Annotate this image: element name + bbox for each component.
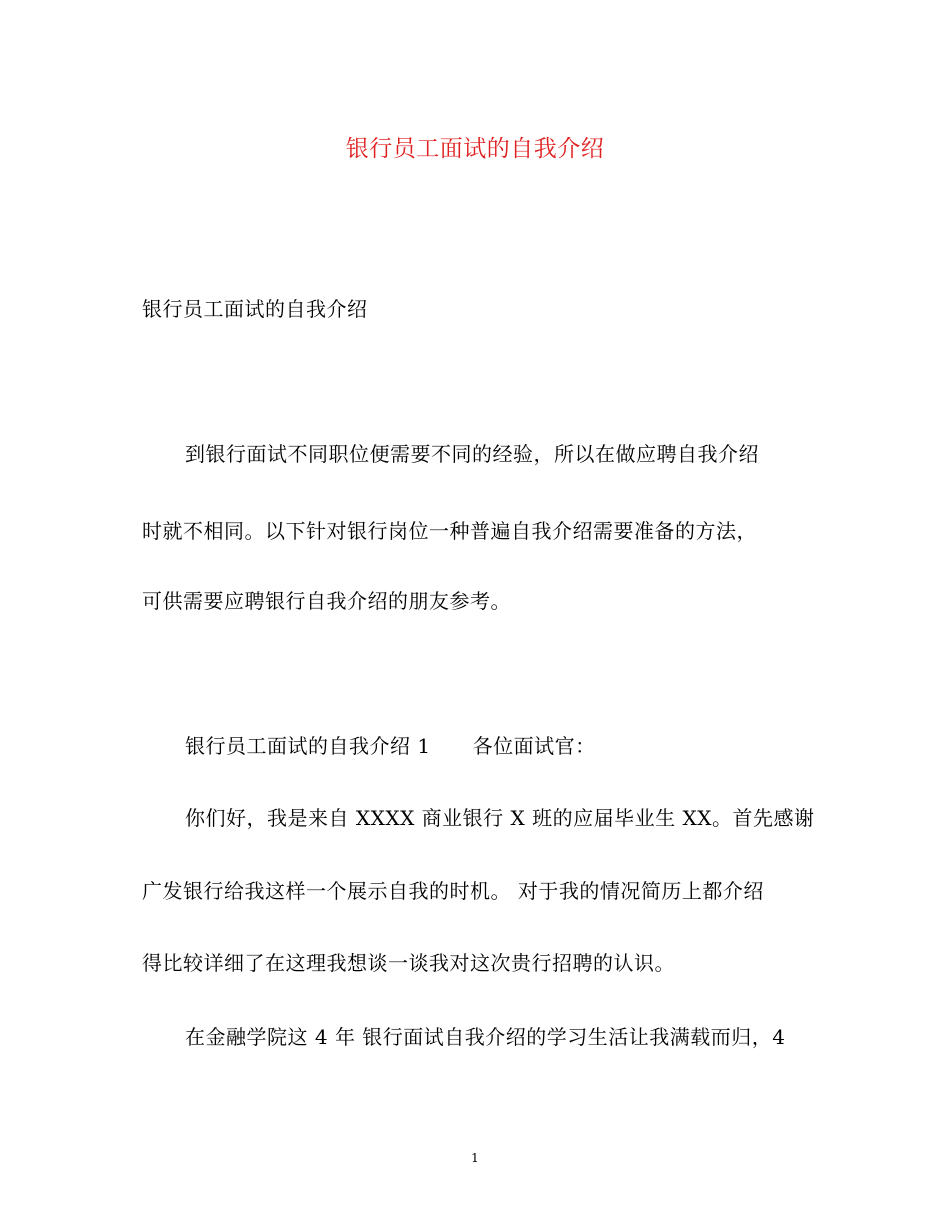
section-heading: 银行员工面试的自我介绍 1 [185, 734, 431, 758]
section-heading-line [185, 730, 596, 759]
body-line-4: 在金融学院这 4 年 银行面试自我介绍的学习生活让我满载而归，4 [185, 1025, 786, 1049]
page-title: 银行员工面试的自我介绍 [345, 136, 605, 162]
intro-line-2: 时就不相同。以下针对银行岗位一种普遍自我介绍需要准备的方法， [142, 519, 757, 543]
body-line-1: 你们好，我是来自 XXXX 商业银行 X 班的应届毕业生 XX。首先感谢 [185, 806, 815, 830]
document-subtitle: 银行员工面试的自我介绍 [142, 297, 368, 321]
body-line-3: 得比较详细了在这理我想谈一谈我对这次贵行招聘的认识。 [142, 951, 675, 975]
intro-line-1: 到银行面试不同职位便需要不同的经验，所以在做应聘自我介绍 [185, 442, 759, 466]
page-number: 1 [471, 1151, 479, 1165]
intro-line-3: 可供需要应聘银行自我介绍的朋友参考。 [142, 589, 511, 613]
greeting: 各位面试官： [472, 734, 596, 758]
body-line-2: 广发银行给我这样一个展示自我的时机。 对于我的情况简历上都介绍 [142, 879, 764, 903]
